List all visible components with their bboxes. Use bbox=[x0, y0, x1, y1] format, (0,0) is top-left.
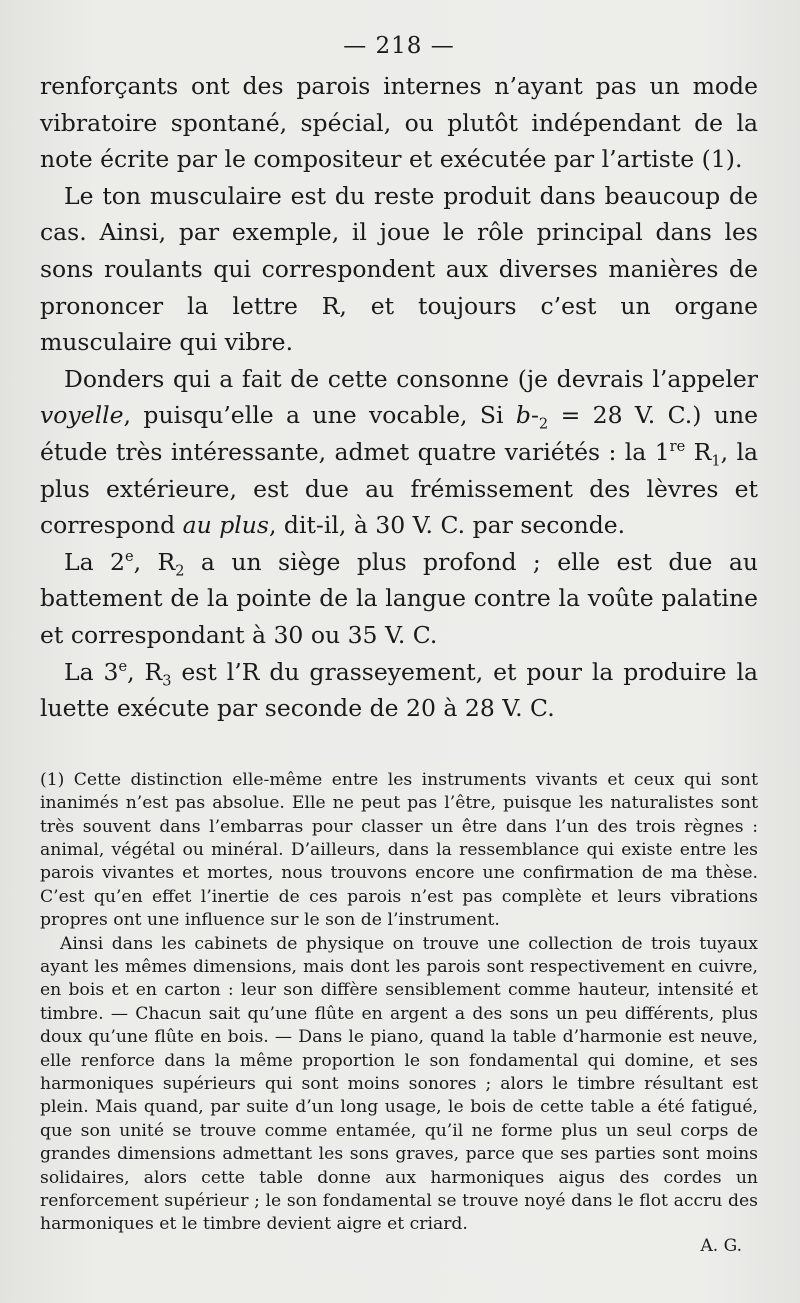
paragraph: Donders qui a fait de cette consonne (je devrais l’appeler voyelle, puisqu’elle a une vocable, Si $b-_2 = 28$ V. C.) une étude très intéressante, admet quatre variétés : la 1re $R_1$, la plus extérieure, est due au frémissement des lèvres et correspond au plus, dit-il, à 30 V. C. par seconde. bbox=[40, 364, 758, 540]
paragraph: La 2e, $R_2$ a un siège plus profond ; elle est due au battement de la pointe de la langue contre la voûte palatine et correspondant à 30 ou 35 V. C. bbox=[40, 547, 758, 649]
paragraph: Le ton musculaire est du reste produit dans beaucoup de cas. Ainsi, par exemple, il joue le rôle principal dans les sons roulants qui correspondent aux diverses manières de prononcer la lettre R, et toujours c’est un organe musculaire qui vibre. bbox=[40, 181, 758, 357]
italic-text: au plus bbox=[182, 511, 269, 540]
italic-text: voyelle bbox=[40, 401, 124, 430]
page-number: — 218 — bbox=[343, 33, 455, 59]
paragraph: renforçants ont des parois internes n’ayant pas un mode vibratoire spontané, spécial, ou plutôt indépendant de la note écrite par le compositeur et exécutée par l’artiste (1). bbox=[40, 72, 758, 174]
paragraph: La 3e, $R_3$ est l’R du grasseyement, et pour la produire la luette exécute par seconde de 20 à 28 V. C. bbox=[40, 657, 758, 723]
subscript: 2 bbox=[175, 562, 185, 580]
footnotes bbox=[40, 769, 758, 1257]
footnote: (1) Cette distinction elle-même entre les instruments vivants et ceux qui sont inanimés n’est pas absolue. Elle ne peut pas l’être, puisque les naturalistes sont très souvent dans l’embarras pour classer un être dans l’un des trois règnes : animal, végétal ou minéral. D’ailleurs, dans la ressemblance qui existe entre les parois vivantes et mortes, nous trouvons encore une confirmation de ma thèse. C’est qu’en effet l’inertie de ces parois n’est pas complète et leurs vibrations propres ont une influence sur le son de l’instrument. bbox=[40, 769, 758, 931]
superscript: e bbox=[125, 547, 134, 565]
superscript: e bbox=[118, 657, 128, 675]
subscript: 1 bbox=[711, 452, 721, 470]
main-text bbox=[40, 68, 758, 727]
footnote-continuation: Ainsi dans les cabinets de physique on trouve une collection de trois tuyaux ayant les mêmes dimensions, mais dont les parois sont respectivement en cuivre, en bois et en carton : leur son diffère sensiblement comme hauteur, intensité et timbre. — Chacun sait qu’une flûte en argent a des sons un peu différents, plus doux qu’une flûte en bois. — Dans le piano, quand la table d’harmonie est neuve, elle renforce dans la même proportion le son fondamental qui domine, et ses harmoniques supérieurs qui sont moins sonores ; alors le timbre résultant est plein. Mais quand, par suite d’un long usage, le bois de cette table a été fatigué, que son unité se trouve comme entamée, qu’il ne forme plus un seul corps de grandes dimensions admettant les sons graves, parce que ses parties sont moins solidaires, alors cette table donne aux harmoniques aigus des cordes un renforcement supérieur ; le son fondamental se trouve noyé dans le flot accru des harmoniques et le timbre devient aigre et criard. bbox=[40, 933, 758, 1235]
italic-text: b bbox=[515, 401, 531, 430]
subscript: 2 bbox=[538, 416, 549, 434]
superscript: re bbox=[669, 438, 686, 456]
subscript: 3 bbox=[162, 672, 172, 690]
signature: A. G. bbox=[700, 1235, 742, 1256]
